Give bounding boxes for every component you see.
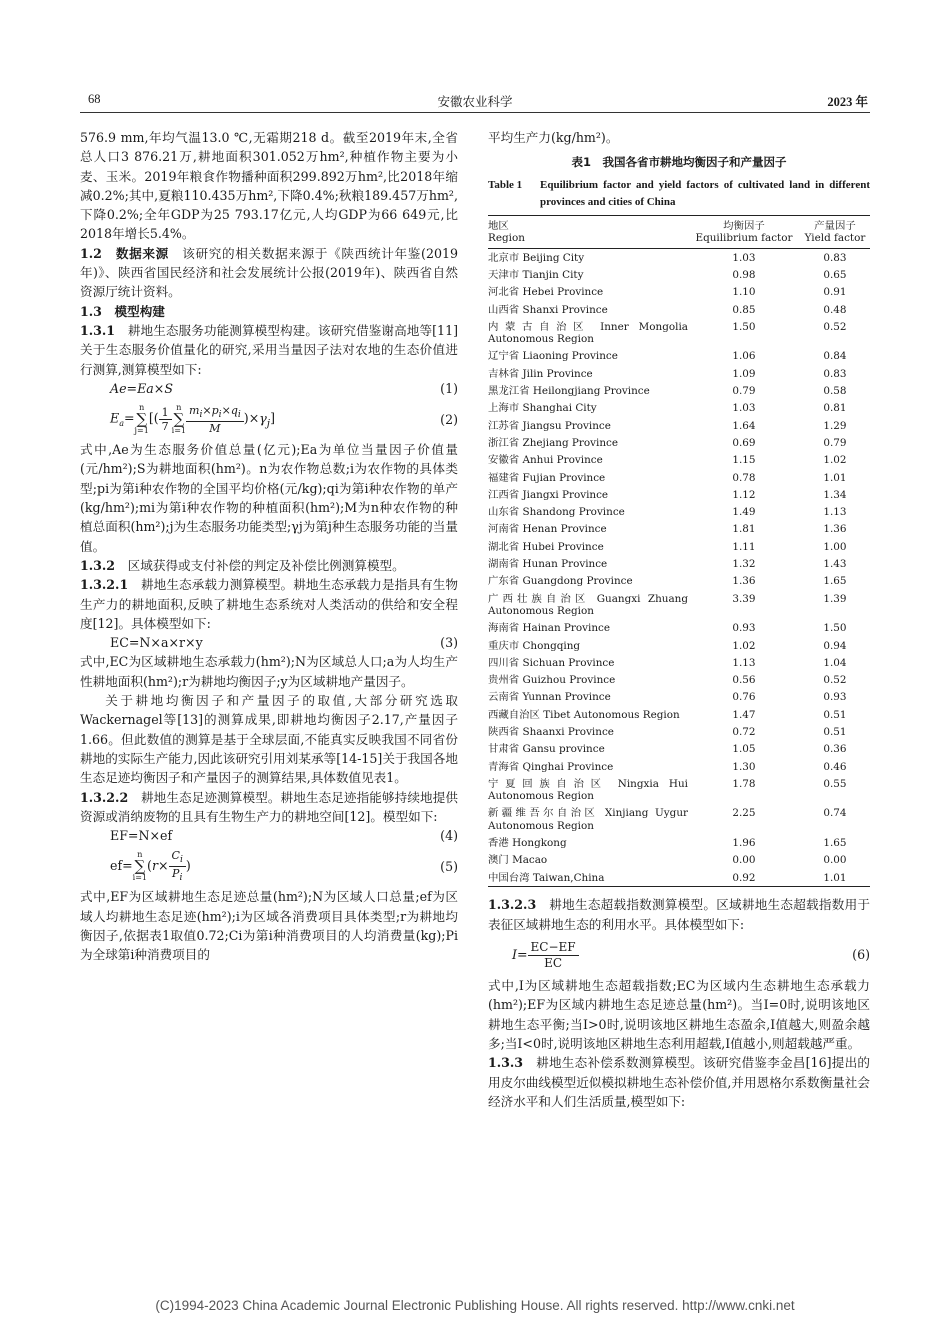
cell-equilibrium: 0.98: [732, 268, 756, 281]
cell-region: 贵州省 Guizhou Province: [488, 674, 616, 687]
table-1-title-en: Table 1 Equilibrium factor and yield factors of cultivated land in different provinces and cities of China: [488, 178, 870, 208]
factor-paragraph: 关于耕地均衡因子和产量因子的取值,大部分研究选取Wackernagel等[13]的测算成果,即耕地均衡因子2.17,产量因子1.66。但此数值的测算是基于全球层面,不能真实反映我国不同省份耕地的实际生产能力,因此该研究引用刘某承等[14-15]关于我国各地生态足迹均衡因子和产量因子的测算结果,具体数值见表1。: [80, 693, 458, 786]
cell-yield: 1.50: [823, 622, 847, 635]
col-yield-header: 产量因子 Yield factor: [804, 219, 866, 244]
section-1-3-3: 1.3.3 耕地生态补偿系数测算模型。该研究借鉴李金昌[16]提出的用皮尔曲线模型近似模拟耕地生态补偿价值,并用恩格尔系数衡量社会经济水平和人们生活质量,模型如下:: [488, 1055, 870, 1109]
table-row: [488, 266, 870, 283]
cell-region: 安徽省 Anhui Province: [488, 454, 603, 467]
cell-yield: 0.55: [823, 777, 847, 790]
cell-region: 新疆维吾尔自治区 Xinjiang Uygur Autonomous Region: [488, 807, 688, 832]
cell-yield: 0.48: [823, 303, 847, 316]
equation-6-description: 式中,I为区域耕地生态超载指数;EC为区域内生态耕地生态承载力(hm²);EF为区域内耕地生态足迹总量(hm²)。当I=0时,说明该地区耕地生态平衡;当I>0时,说明该地区耕地生态盈余,I值越大,则盈余越多;当I<0时,说明该地区耕地生态利用超载,I值越小,则超载越严重。: [488, 978, 870, 1051]
table-1-title-cn: 表1 我国各省市耕地均衡因子和产量因子: [571, 155, 787, 170]
cell-equilibrium: 1.15: [732, 454, 756, 467]
table-row: [488, 417, 870, 434]
equation-4: [80, 826, 458, 845]
journal-name: 安徽农业科学: [437, 95, 513, 109]
cell-equilibrium: 0.78: [732, 471, 756, 484]
cell-equilibrium: 1.05: [732, 743, 756, 756]
cell-yield: 1.01: [823, 471, 847, 484]
equation-3-number: (3): [440, 635, 458, 651]
page-number: 68: [88, 92, 101, 106]
equation-2-description: 式中,Ae为生态服务价值总量(亿元);Ea为单位当量因子价值量(元/hm²);S为耕地面积(hm²)。n为农作物总数;i为农作物的具体类型;pi为第i种农作物的全国平均价格(元/kg);qi为第i种农作物的单产(kg/hm²);mi为第i种农作物的种植面积(hm²);M为n种农作物的种植总面积(hm²);j为生态服务功能类型;γj为第j种生态服务功能的当量值。: [80, 442, 458, 554]
cell-yield: 1.65: [823, 837, 847, 850]
table-row: [488, 452, 870, 469]
col-equilibrium-header: 均衡因子 Equilibrium factor: [695, 219, 793, 244]
col-region-header: 地区 Region: [488, 219, 525, 244]
cell-equilibrium: 1.12: [732, 488, 756, 501]
equation-2-number: (2): [440, 411, 458, 427]
cell-region: 北京市 Beijing City: [488, 251, 585, 264]
cell-region: 甘肃省 Gansu province: [488, 743, 605, 756]
cell-yield: 0.00: [823, 854, 847, 867]
cell-equilibrium: 0.72: [732, 726, 756, 738]
year-label: 2023 年: [827, 95, 868, 109]
cell-yield: 1.00: [823, 540, 847, 553]
cell-region: 澳门 Macao: [488, 854, 548, 867]
continuation-text: 平均生产力(kg/hm²)。: [488, 130, 619, 145]
section-1-3-2-1: 1.3.2.1 耕地生态承载力测算模型。耕地生态承载力是指具有生物生产力的耕地面积,反映了耕地生态系统对人类活动的供给和安全程度[12]。具体模型如下:: [80, 577, 458, 631]
cell-yield: 1.36: [823, 523, 847, 536]
cell-equilibrium: 1.50: [732, 320, 756, 333]
cell-region: 广西壮族自治区 Guangxi Zhuang Autonomous Region: [488, 592, 688, 617]
left-column: [80, 128, 458, 965]
cell-region: 江苏省 Jiangsu Province: [488, 419, 611, 432]
cell-yield: 1.34: [823, 488, 847, 501]
equation-5: [80, 845, 458, 887]
cell-yield: 1.02: [823, 454, 847, 467]
table-row: [488, 504, 870, 521]
table-row: [488, 672, 870, 689]
cell-equilibrium: 1.78: [732, 777, 756, 790]
cell-yield: 0.46: [823, 760, 847, 773]
cell-region: 湖北省 Hubei Province: [488, 540, 604, 553]
copyright-footer: (C)1994-2023 China Academic Journal Electronic Publishing House. All rights reserved. http://www.cnki.net: [155, 1298, 795, 1313]
cell-equilibrium: 0.69: [732, 436, 756, 449]
equation-1-body: Ae=Ea×S: [110, 380, 173, 396]
table-row: [488, 654, 870, 671]
section-1-2: 1.2 数据来源 该研究的相关数据来源于《陕西统计年鉴(2019年)》、陕西省国民经济和社会发展统计公报(2019年)、陕西省自然资源厅统计资料。: [80, 245, 458, 300]
cell-yield: 0.65: [823, 268, 847, 281]
table-row: [488, 775, 870, 805]
table-row: [488, 689, 870, 706]
cell-equilibrium: 3.39: [732, 592, 756, 605]
cell-equilibrium: 1.09: [732, 367, 756, 380]
cell-region: 青海省 Qinghai Province: [488, 760, 614, 773]
cell-equilibrium: 2.25: [732, 807, 756, 820]
cell-region: 浙江省 Zhejiang Province: [488, 436, 618, 449]
section-1-3-heading: 1.3 模型构建: [80, 303, 165, 319]
cell-region: 湖南省 Hunan Province: [488, 558, 608, 571]
table-row: [488, 706, 870, 723]
cell-yield: 0.94: [823, 639, 847, 652]
equation-6: [488, 934, 870, 976]
table-row: [488, 869, 870, 887]
table-row: [488, 301, 870, 318]
cell-equilibrium: 1.11: [732, 540, 756, 553]
cell-yield: 0.52: [823, 320, 847, 333]
section-1-3-2-2: 1.3.2.2 耕地生态足迹测算模型。耕地生态足迹指能够持续地提供资源或消纳废物的且具有生物生产力的耕地空间[12]。模型如下:: [80, 789, 458, 824]
cell-equilibrium: 1.96: [732, 837, 756, 850]
table-row: [488, 469, 870, 486]
cell-region: 河南省 Henan Province: [488, 523, 607, 536]
cell-yield: 0.83: [823, 367, 847, 380]
equation-4-number: (4): [440, 828, 458, 844]
cell-region: 黑龙江省 Heilongjiang Province: [488, 385, 650, 398]
table-row: [488, 318, 870, 348]
cell-region: 山东省 Shandong Province: [488, 506, 625, 519]
cell-equilibrium: 1.03: [732, 251, 756, 264]
equation-3-description: 式中,EC为区域耕地生态承载力(hm²);N为区域总人口;a为人均生产性耕地面积(hm²);r为耕地均衡因子;y为区域耕地产量因子。: [80, 654, 458, 689]
cell-region: 辽宁省 Liaoning Province: [488, 350, 618, 363]
cell-equilibrium: 1.36: [732, 575, 756, 588]
cell-region: 西藏自治区 Tibet Autonomous Region: [488, 708, 680, 721]
cell-yield: 1.65: [823, 575, 847, 588]
equation-5-description: 式中,EF为区域耕地生态足迹总量(hm²);N为区域人口总量;ef为区域人均耕地生态足迹(hm²);i为区域各消费项目具体类型;r为耕地均衡因子,依据表1取值0.72;Ci为第i种消费项目的人均消费量(kg);Pi为全球第i种消费项目的: [80, 889, 458, 963]
equation-2-body: $E_a=$ n ∑ j=1 [( $\frac{1}{7}$ n ∑ i=1 $\frac{m_i\times p_i\times q_i}{M}$ )$\times\gamma_j$]: [110, 403, 275, 436]
equation-5-body: ef= n ∑ i=1 (r× $\frac{C_i}{P_i}$ ): [110, 848, 191, 884]
table-row: [488, 538, 870, 555]
cell-region: 广东省 Guangdong Province: [488, 575, 633, 588]
equation-6-body: I= $\frac{EC-EF}{EC}$: [512, 940, 579, 971]
equation-2: [80, 398, 458, 440]
cell-yield: 0.36: [823, 743, 847, 756]
cell-equilibrium: 0.85: [732, 303, 756, 316]
table-row: [488, 805, 870, 835]
section-1-3-2: 1.3.2 区域获得或支付补偿的判定及补偿比例测算模型。: [80, 557, 405, 573]
cell-region: 福建省 Fujian Province: [488, 471, 606, 484]
cell-region: 宁夏回族自治区 Ningxia Hui Autonomous Region: [488, 777, 688, 803]
table-row: [488, 284, 870, 301]
cell-yield: 0.83: [823, 251, 847, 264]
cell-equilibrium: 1.03: [732, 402, 756, 415]
cell-yield: 1.04: [823, 656, 847, 669]
cell-equilibrium: 1.49: [732, 506, 756, 519]
cell-region: 吉林省 Jilin Province: [488, 367, 593, 380]
header-rule: [80, 112, 870, 113]
cell-yield: 0.51: [823, 708, 847, 721]
cell-yield: 0.91: [823, 286, 847, 299]
cell-yield: 1.13: [823, 506, 847, 519]
cell-equilibrium: 1.02: [732, 639, 756, 652]
cell-region: 香港 Hongkong: [488, 837, 567, 850]
cell-yield: 0.51: [823, 726, 847, 738]
cell-region: 天津市 Tianjin City: [488, 268, 584, 281]
cell-equilibrium: 1.47: [732, 708, 756, 721]
cell-region: 上海市 Shanghai City: [488, 402, 597, 415]
cell-equilibrium: 0.93: [732, 622, 756, 635]
cell-yield: 0.58: [823, 385, 847, 398]
table-row: [488, 637, 870, 654]
cell-region: 海南省 Hainan Province: [488, 622, 611, 635]
cell-yield: 0.81: [823, 402, 847, 415]
cell-yield: 0.79: [823, 436, 847, 449]
intro-paragraph: 576.9 mm,年均气温13.0 ℃,无霜期218 d。截至2019年末,全省总人口3 876.21万,耕地面积301.052万hm²,种植作物主要为小麦、玉米。2019年粮食作物播种面积299.892万hm²,比2018年缩减0.2%;其中,夏粮110.435万hm²,下降0.4%;秋粮189.457万hm²,下降0.2%;全年GDP为25 793.17亿元,人均GDP为66 649元,比2018年增长5.4%。: [80, 130, 458, 242]
table-row: [488, 365, 870, 382]
equation-5-number: (5): [440, 858, 458, 874]
cell-region: 内蒙古自治区 Inner Mongolia Autonomous Region: [488, 320, 688, 346]
cell-region: 山西省 Shanxi Province: [488, 303, 608, 316]
section-1-3-2-3: 1.3.2.3 耕地生态超载指数测算模型。区域耕地生态超载指数用于表征区域耕地生态的利用水平。具体模型如下:: [488, 897, 870, 932]
section-1-3-1: 1.3.1 耕地生态服务功能测算模型构建。该研究借鉴谢高地等[11]关于生态服务价值量化的研究,采用当量因子法对农地的生态价值进行测算,测算模型如下:: [80, 322, 458, 377]
cell-equilibrium: 1.06: [732, 350, 756, 363]
equation-3-body: EC=N×a×r×y: [110, 635, 203, 651]
cell-equilibrium: 1.64: [732, 419, 756, 432]
table-row: [488, 249, 870, 267]
cell-yield: 1.29: [823, 419, 847, 432]
cell-yield: 1.39: [823, 592, 847, 605]
cell-equilibrium: 0.56: [732, 674, 756, 687]
table-header-row: [488, 215, 870, 249]
equation-3: [80, 633, 458, 652]
cell-region: 四川省 Sichuan Province: [488, 656, 615, 669]
cell-equilibrium: 1.32: [732, 558, 756, 571]
table-row: [488, 383, 870, 400]
table-1: [488, 215, 870, 888]
cell-yield: 0.93: [823, 691, 847, 704]
cell-equilibrium: 0.92: [732, 871, 756, 884]
cell-equilibrium: 1.13: [732, 656, 756, 669]
cell-region: 中国台湾 Taiwan,China: [488, 871, 605, 884]
equation-6-number: (6): [852, 947, 870, 963]
cell-yield: 1.01: [823, 871, 847, 884]
cell-equilibrium: 0.76: [732, 691, 756, 704]
cell-region: 江西省 Jiangxi Province: [488, 488, 609, 501]
table-row: [488, 521, 870, 538]
table-row: [488, 724, 870, 741]
cell-yield: 0.84: [823, 350, 847, 363]
table-row: [488, 556, 870, 573]
cell-equilibrium: 1.10: [732, 286, 756, 299]
table-row: [488, 590, 870, 620]
equation-1: [80, 379, 458, 398]
cell-equilibrium: 1.30: [732, 760, 756, 773]
cell-region: 云南省 Yunnan Province: [488, 691, 611, 704]
cell-equilibrium: 1.81: [732, 523, 756, 536]
cell-region: 重庆市 Chongqing: [488, 639, 581, 652]
table-row: [488, 348, 870, 365]
cell-region: 河北省 Hebei Province: [488, 286, 604, 299]
table-row: [488, 741, 870, 758]
right-column: [488, 128, 870, 1111]
cell-yield: 0.52: [823, 674, 847, 687]
table-row: [488, 486, 870, 503]
cell-yield: 1.43: [823, 558, 847, 571]
equation-4-body: EF=N×ef: [110, 828, 173, 844]
table-row: [488, 620, 870, 637]
cell-equilibrium: 0.00: [732, 854, 756, 867]
equation-1-number: (1): [440, 380, 458, 396]
table-row: [488, 758, 870, 775]
cell-yield: 0.74: [823, 807, 847, 820]
table-row: [488, 434, 870, 451]
table-row: [488, 852, 870, 869]
cell-region: 陕西省 Shaanxi Province: [488, 726, 614, 738]
table-row: [488, 573, 870, 590]
table-row: [488, 400, 870, 417]
cell-equilibrium: 0.79: [732, 385, 756, 398]
table-row: [488, 835, 870, 852]
